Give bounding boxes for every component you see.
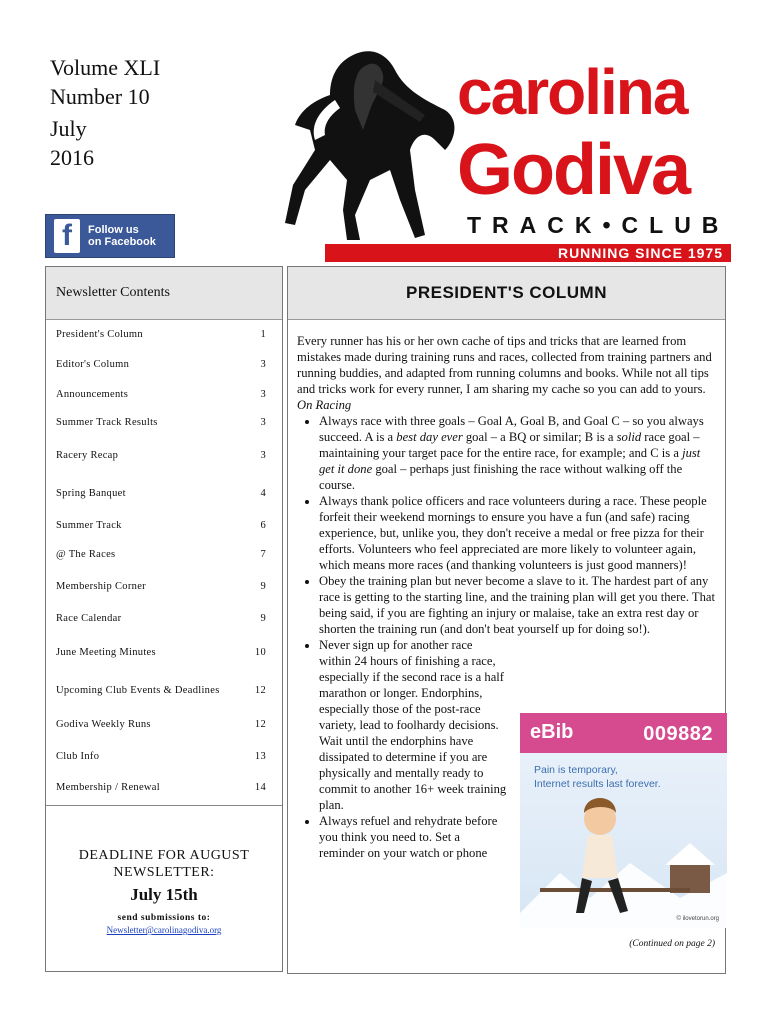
facebook-label-line2: on Facebook xyxy=(88,236,156,248)
facebook-label-line1: Follow us xyxy=(88,224,139,236)
toc-divider xyxy=(46,805,282,806)
toc-item[interactable]: Membership Corner 9 xyxy=(56,581,266,592)
volume-label: Volume XLI xyxy=(50,55,161,80)
toc-item[interactable]: Membership / Renewal 14 xyxy=(56,782,266,793)
section-heading: On Racing xyxy=(297,398,352,412)
deadline-date: July 15th xyxy=(130,885,198,904)
issue-year: 2016 xyxy=(50,145,94,170)
deadline-box xyxy=(46,847,282,935)
toc-item[interactable]: Spring Banquet 4 xyxy=(56,488,266,499)
list-item: • Never sign up for another race within 24 hours of finishing a race, especially if the second race is a half marathon or longer. Endorphins, especially those of the post-race variety, lead to foolhardy decisions. Wait until the endorphins have dissipated to determine if you are physically and mentally ready to commit to another 16+ week training plan. xyxy=(319,637,507,813)
ebib-quote: Pain is temporary, Internet results last forever. xyxy=(534,764,661,790)
list-item: • Obey the training plan but never become a slave to it. The hardest part of any race is getting to the starting line, and the training plan will get you there. That being said, if you are fighting an injury or malaise, take an extra rest day or shorten the training run (and don't beat yourself up for doing so!). xyxy=(319,573,717,637)
toc-item[interactable]: Summer Track 6 xyxy=(56,520,266,531)
toc-item[interactable]: President's Column 1 xyxy=(56,329,266,340)
article-title: PRESIDENT'S COLUMN xyxy=(288,267,725,320)
issue-number: Number 10 xyxy=(50,84,150,109)
ebib-credit: © ilovetorun.org xyxy=(676,916,719,922)
list-item: • Always refuel and rehydrate before you think you need to. Set a reminder on your watch or phone xyxy=(319,813,507,861)
toc-item[interactable]: Godiva Weekly Runs 12 xyxy=(56,719,266,730)
logo-carolina-text: carolina xyxy=(457,56,687,128)
logo-running-since-banner: RUNNING SINCE 1975 xyxy=(325,244,731,262)
facebook-icon: f xyxy=(54,219,80,253)
list-item: • Always race with three goals – Goal A, Goal B, and Goal C – so you always succeed. A is a best day ever goal – a BQ or similar; B is a solid race goal – maintaining your target pace for the entire race, for example; and C is a just get it done goal – perhaps just finishing the race without walking off the course. xyxy=(319,413,717,493)
issue-month: July xyxy=(50,116,87,141)
list-item: • Always thank police officers and race volunteers during a race. These people forfeit their weekend mornings to ensure you have a fun (and safe) racing experience, but, unlike you, they don't receive a medal or free pizza for their efforts. Volunteers who feel appreciated are more likely to volunteer again, which means more races (and thanking volunteers is just good manners)! xyxy=(319,493,717,573)
ebib-number: 009882 xyxy=(643,723,713,745)
continued-note: (Continued on page 2) xyxy=(629,939,715,949)
presidents-column-panel xyxy=(287,266,726,974)
club-logo xyxy=(275,40,735,265)
newsletter-contents-title: Newsletter Contents xyxy=(46,267,282,320)
logo-track-club-text: TRACK•CLUB xyxy=(467,212,730,238)
toc-item[interactable]: Editor's Column 3 xyxy=(56,359,266,370)
toc-item[interactable]: June Meeting Minutes 10 xyxy=(56,647,266,658)
toc-item[interactable]: Club Info 13 xyxy=(56,751,266,762)
toc-item[interactable]: Announcements 3 xyxy=(56,389,266,400)
newsletter-contents-panel xyxy=(45,266,283,972)
article-intro: Every runner has his or her own cache of tips and tricks that are learned from mistakes made during training runs and races, collected from training partners and running buddies, and adapted from running columns and books. While not all tips and tricks work for every runner, I am sharing my cache so you can add to yours. xyxy=(297,334,712,396)
toc-item[interactable]: Race Calendar 9 xyxy=(56,613,266,624)
toc-item[interactable]: Racery Recap 3 xyxy=(56,450,266,461)
ebib-image xyxy=(520,713,727,928)
submission-label: send submissions to: xyxy=(117,913,211,923)
toc-item[interactable]: @ The Races 7 xyxy=(56,549,266,560)
toc-item[interactable]: Upcoming Club Events & Deadlines 12 xyxy=(56,685,266,696)
runner-illustration-icon xyxy=(520,713,727,928)
toc-item[interactable]: Summer Track Results 3 xyxy=(56,417,266,428)
ebib-brand: eBib xyxy=(530,721,574,743)
facebook-follow-button[interactable] xyxy=(45,214,175,258)
logo-godiva-text: Godiva xyxy=(457,130,690,210)
horse-rider-icon xyxy=(275,40,465,245)
submission-email-link[interactable]: Newsletter@carolinagodiva.org xyxy=(106,925,222,935)
deadline-title: DEADLINE FOR AUGUST NEWSLETTER: xyxy=(78,848,250,880)
